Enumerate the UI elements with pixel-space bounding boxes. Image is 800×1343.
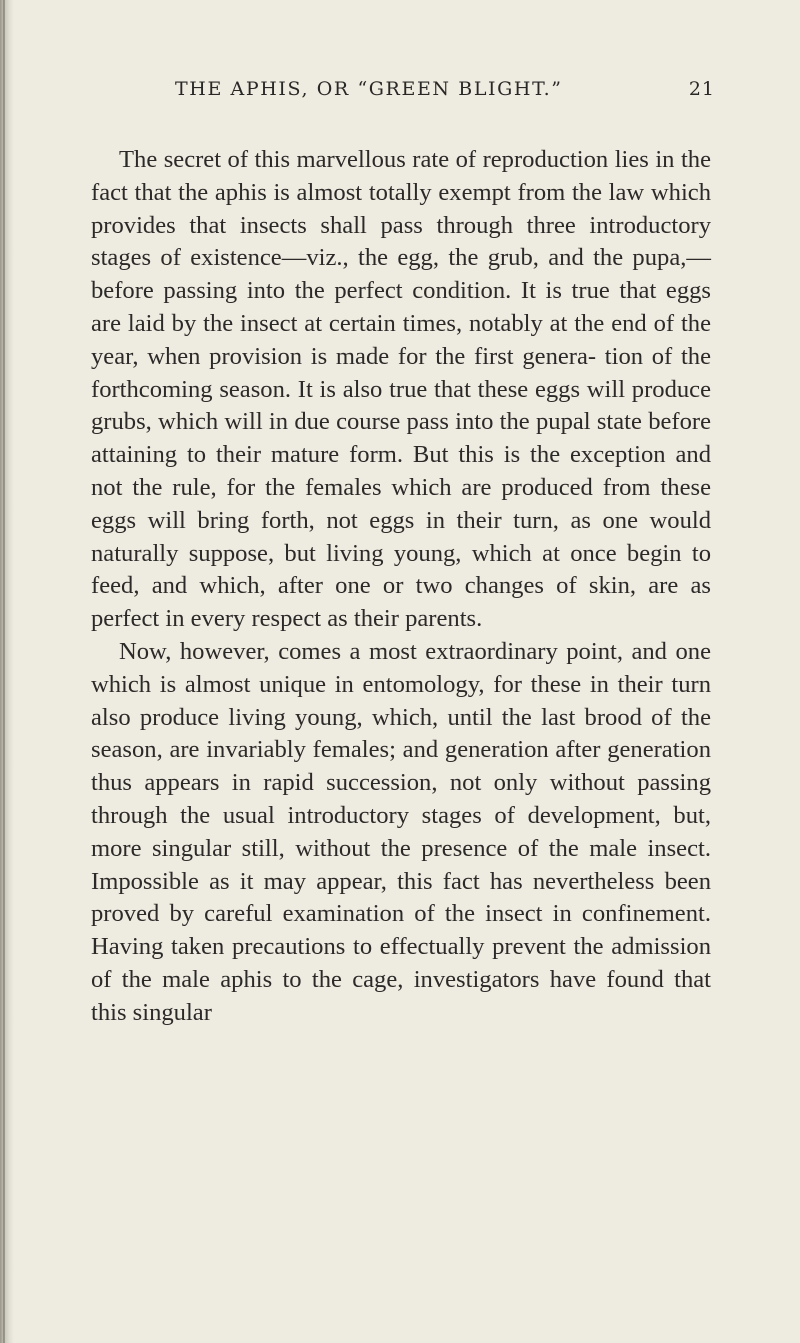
body-text (91, 144, 711, 1030)
page-number: 21 (688, 78, 715, 100)
binding-edge-line (3, 0, 5, 1343)
paragraph-2: Now, however, comes a most extraordinary point, and one which is almost unique in entomology, for these in their turn also produce living young, which, until the last brood of the season, are invariably females; and generation after generation thus appears in rapid succession, not only without passing through the usual introductory stages of development, but, more singular still, without the presence of the male insect. Impossible as it may appear, this fact has nevertheless been proved by careful examination of the insect in confinement. Having taken precautions to effectually prevent the admission of the male aphis to the cage, investigators have found that this singular (91, 637, 711, 1026)
running-title: THE APHIS, OR “GREEN BLIGHT.” (175, 78, 563, 100)
paragraph-1: The secret of this marvellous rate of reproduction lies in the fact that the aphis is almost totally exempt from the law which provides that insects shall pass through three introductory stages of existence—viz., the egg, the grub, and the pupa,—before passing into the perfect condition. It is true that eggs are laid by the insect at certain times, notably at the end of the year, when provision is made for the first genera- tion of the forthcoming season. It is also true that these eggs will produce grubs, which will in due course pass into the pupal state before attaining to their mature form. But this is the exception and not the rule, for the females which are produced from these eggs will bring forth, not eggs in their turn, as one would naturally suppose, but living young, which at once begin to feed, and which, after one or two changes of skin, are as perfect in every respect as their parents. (91, 146, 711, 633)
